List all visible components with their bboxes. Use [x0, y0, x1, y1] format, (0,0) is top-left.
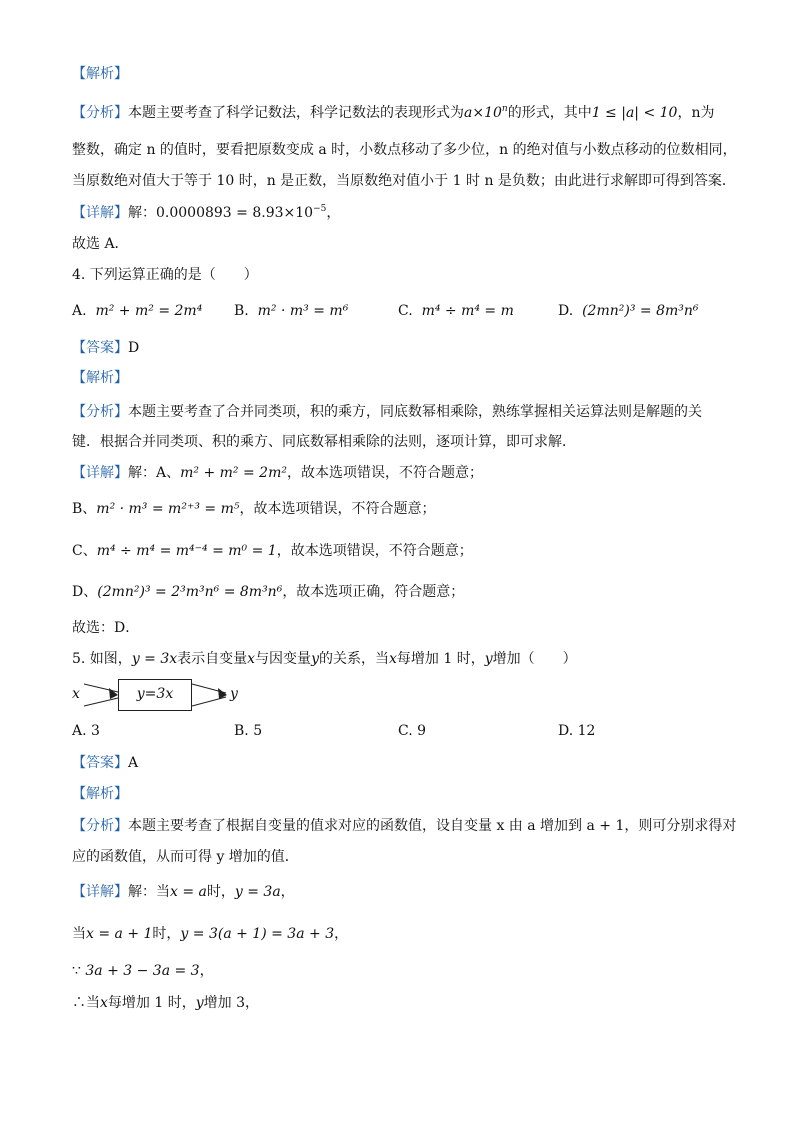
- q5-step4: ∴当x每增加 1 时，y增加 3，: [72, 995, 259, 1011]
- input-arrow-upper: [84, 684, 118, 692]
- q3-xiangjie-tag: 【详解】: [72, 205, 128, 221]
- q4-detail-a: 【详解】解：A、m² + m² = 2m²，故本选项错误，不符合题意；: [72, 465, 483, 481]
- function-machine-label: y=3x: [136, 686, 174, 702]
- q3-formula-sci: $a\times 10^n$: [464, 104, 508, 121]
- q4-detail-b: B、m² · m³ = m²⁺³ = m⁵，故本选项错误，不符合题意；: [72, 501, 436, 517]
- input-arrow-lower: [84, 698, 118, 706]
- q5-option-a: A. 3: [72, 723, 100, 739]
- q4-detail-c: C、m⁴ ÷ m⁴ = m⁴⁻⁴ = m⁰ = 1，故本选项错误，不符合题意；: [72, 543, 473, 559]
- q4-option-d: D. (2mn²)³ = 8m³n⁶: [558, 303, 699, 319]
- q5-option-c: C. 9: [398, 723, 427, 739]
- q3-fenxi-tag: 【分析】: [72, 105, 128, 121]
- q4-fenxi-tag: 【分析】: [72, 404, 128, 420]
- q3-fenxi-text-a: 本题主要考查了科学记数法，科学记数法的表现形式为: [128, 105, 464, 121]
- q5-jiexi-tag: 【解析】: [72, 786, 128, 802]
- q5-step3: ∵ 3a + 3 − 3a = 3，: [72, 963, 214, 979]
- q5-option-b: B. 5: [234, 723, 263, 739]
- q4-option-b: B. m² · m³ = m⁶: [234, 303, 349, 319]
- q4-fenxi-line2: 键．根据合并同类项、积的乘方、同底数幂相乘除的法则，逐项计算，即可求解．: [72, 434, 576, 450]
- q5-answer-value: A: [128, 755, 139, 771]
- q3-fenxi-line2: 整数，确定 n 的值时，要看把原数变成 a 时，小数点移动了多少位，n 的绝对值与小数点移动的位数相同，: [72, 142, 737, 158]
- q4-conclusion: 故选：D．: [72, 620, 140, 636]
- q3-conclusion: 故选 A．: [72, 236, 129, 252]
- q3-xiangjie-exp: −5: [313, 204, 327, 214]
- q4-answer-value: D: [128, 340, 140, 356]
- q4-answer-tag: 【答案】: [72, 340, 128, 356]
- q4-stem: 4. 下列运算正确的是（ ）: [72, 267, 258, 283]
- q3-formula-range: 1 ≤ |a| < 10: [591, 105, 678, 121]
- q4-fenxi-line1: 【分析】本题主要考查了合并同类项，积的乘方，同底数幂相乘除，熟练掌握相关运算法则是解题的关: [72, 404, 702, 420]
- q5-answer-tag: 【答案】: [72, 755, 128, 771]
- q4-option-a: A. m² + m² = 2m⁴: [72, 303, 203, 319]
- q5-fenxi-line1: 【分析】本题主要考查了根据自变量的值求对应的函数值，设自变量 x 由 a 增加到 a + 1，则可分别求得对: [72, 818, 737, 834]
- q5-step2: 当x = a + 1时，y = 3(a + 1) = 3a + 3，: [72, 926, 349, 942]
- q5-option-d: D. 12: [558, 723, 596, 739]
- q3-xiangjie-text: 解：0.0000893 = 8.93×10: [128, 205, 314, 221]
- q4-xiangjie-tag: 【详解】: [72, 465, 128, 481]
- q4-option-c: C. m⁴ ÷ m⁴ = m: [398, 303, 514, 319]
- q3-fenxi-text-b: 的形式，其中: [507, 105, 592, 121]
- q5-fenxi-line2: 应的函数值，从而可得 y 增加的值．: [72, 849, 299, 865]
- q5-step1: 【详解】解：当x = a时，y = 3a，: [72, 884, 295, 900]
- q4-jiexi-tag: 【解析】: [72, 370, 128, 386]
- q5-fenxi-tag: 【分析】: [72, 818, 128, 834]
- diagram-input-label: x: [72, 686, 80, 702]
- q3-fenxi-text-c: ，n为: [677, 105, 715, 121]
- input-arrowhead: [109, 688, 118, 699]
- q3-fenxi-line3: 当原数绝对值大于等于 10 时，n 是正数，当原数绝对值小于 1 时 n 是负数；由此进行求解即可得到答案．: [72, 173, 736, 189]
- q3-xiangjie-line: 【详解】解：$0.0000893 = 8.93\times 10^{-5}$，: [72, 204, 341, 221]
- q3-jiexi-tag: 【解析】: [72, 66, 128, 82]
- q5-answer-line: [72, 753, 138, 773]
- q5-stem: 5. 如图，y = 3x表示自变量x与因变量y的关系，当x每增加 1 时，y增加（ ）: [72, 651, 577, 667]
- q4-detail-d: D、(2mn²)³ = 2³m³n⁶ = 8m³n⁶，故本选项正确，符合题意；: [72, 584, 465, 600]
- q5-xiangjie-tag: 【详解】: [72, 884, 128, 900]
- output-arrow-lower: [192, 697, 226, 706]
- diagram-output-label: y: [230, 686, 238, 702]
